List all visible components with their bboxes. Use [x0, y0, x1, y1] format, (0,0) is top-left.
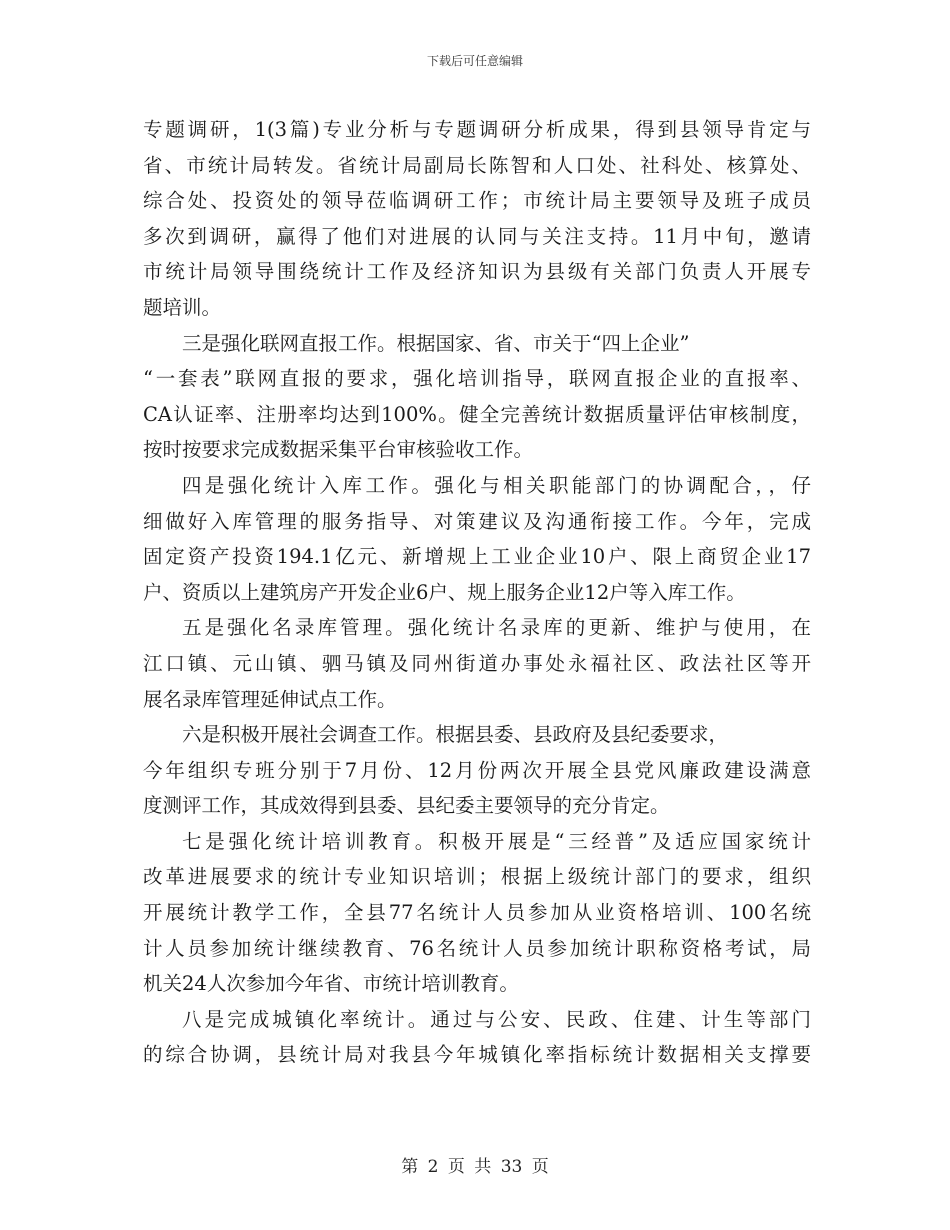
text-line: 按时按要求完成数据采集平台审核验收工作。 — [143, 438, 534, 462]
text-line: 三是强化联网直报工作。根据国家、省、市关于“四上企业” — [182, 331, 690, 355]
text-line: 今年组织专班分别于7月份、12月份两次开展全县党风廉政建设满意 — [143, 758, 811, 782]
text-line: 机关24人次参加今年省、市统计培训教育。 — [143, 972, 519, 996]
text-line: “一套表”联网直报的要求，强化培训指导，联网直报企业的直报率、 — [143, 367, 811, 391]
text-line: CA认证率、注册率均达到100%。健全完善统计数据质量评估审核制度， — [143, 402, 811, 426]
text-line: 细做好入库管理的服务指导、对策建议及沟通衔接工作。今年，完成 — [143, 509, 811, 533]
text-line: 多次到调研，赢得了他们对进展的认同与关注支持。11月中旬，邀请 — [143, 224, 811, 248]
text-line: 开展统计教学工作，全县77名统计人员参加从业资格培训、100名统 — [143, 901, 811, 925]
text-line: 五是强化名录库管理。强化统计名录库的更新、维护与使用，在 — [182, 616, 811, 640]
text-line: 改革进展要求的统计专业知识培训；根据上级统计部门的要求，组织 — [143, 865, 811, 889]
text-line: 题培训。 — [143, 295, 222, 319]
text-line: 八是完成城镇化率统计。通过与公安、民政、住建、计生等部门 — [182, 1007, 811, 1031]
text-line: 户、资质以上建筑房产开发企业6户、规上服务企业12户等入库工作。 — [143, 580, 746, 604]
text-line: 省、市统计局转发。省统计局副局长陈智和人口处、社科处、核算处、 — [143, 153, 811, 177]
text-line: 四是强化统计入库工作。强化与相关职能部门的协调配合，，仔 — [182, 473, 811, 497]
text-line: 七是强化统计培训教育。积极开展是“三经普”及适应国家统计 — [182, 829, 811, 853]
text-line: 六是积极开展社会调查工作。根据县委、县政府及县纪委要求， — [182, 723, 729, 747]
text-line: 固定资产投资194.1亿元、新增规上工业企业10户、限上商贸企业17 — [143, 545, 811, 569]
page-header: 下载后可任意编辑 — [426, 54, 523, 68]
text-line: 度测评工作，其成效得到县委、县纪委主要领导的充分肯定。 — [143, 794, 670, 818]
text-line: 市统计局领导围绕统计工作及经济知识为县级有关部门负责人开展专 — [143, 260, 811, 284]
text-line: 计人员参加统计继续教育、76名统计人员参加统计职称资格考试，局 — [143, 936, 811, 960]
text-line: 江口镇、元山镇、驷马镇及同州街道办事处永福社区、政法社区等开 — [143, 651, 811, 675]
text-line: 综合处、投资处的领导莅临调研工作；市统计局主要领导及班子成员 — [143, 189, 811, 213]
text-line: 专题调研，1(3篇)专业分析与专题调研分析成果，得到县领导肯定与 — [143, 118, 811, 141]
text-line: 展名录库管理延伸试点工作。 — [143, 687, 397, 711]
page-footer: 第 2 页 共 33 页 — [401, 1157, 549, 1177]
document-body — [143, 112, 811, 1073]
text-line: 的综合协调，县统计局对我县今年城镇化率指标统计数据相关支撑要 — [143, 1043, 811, 1067]
